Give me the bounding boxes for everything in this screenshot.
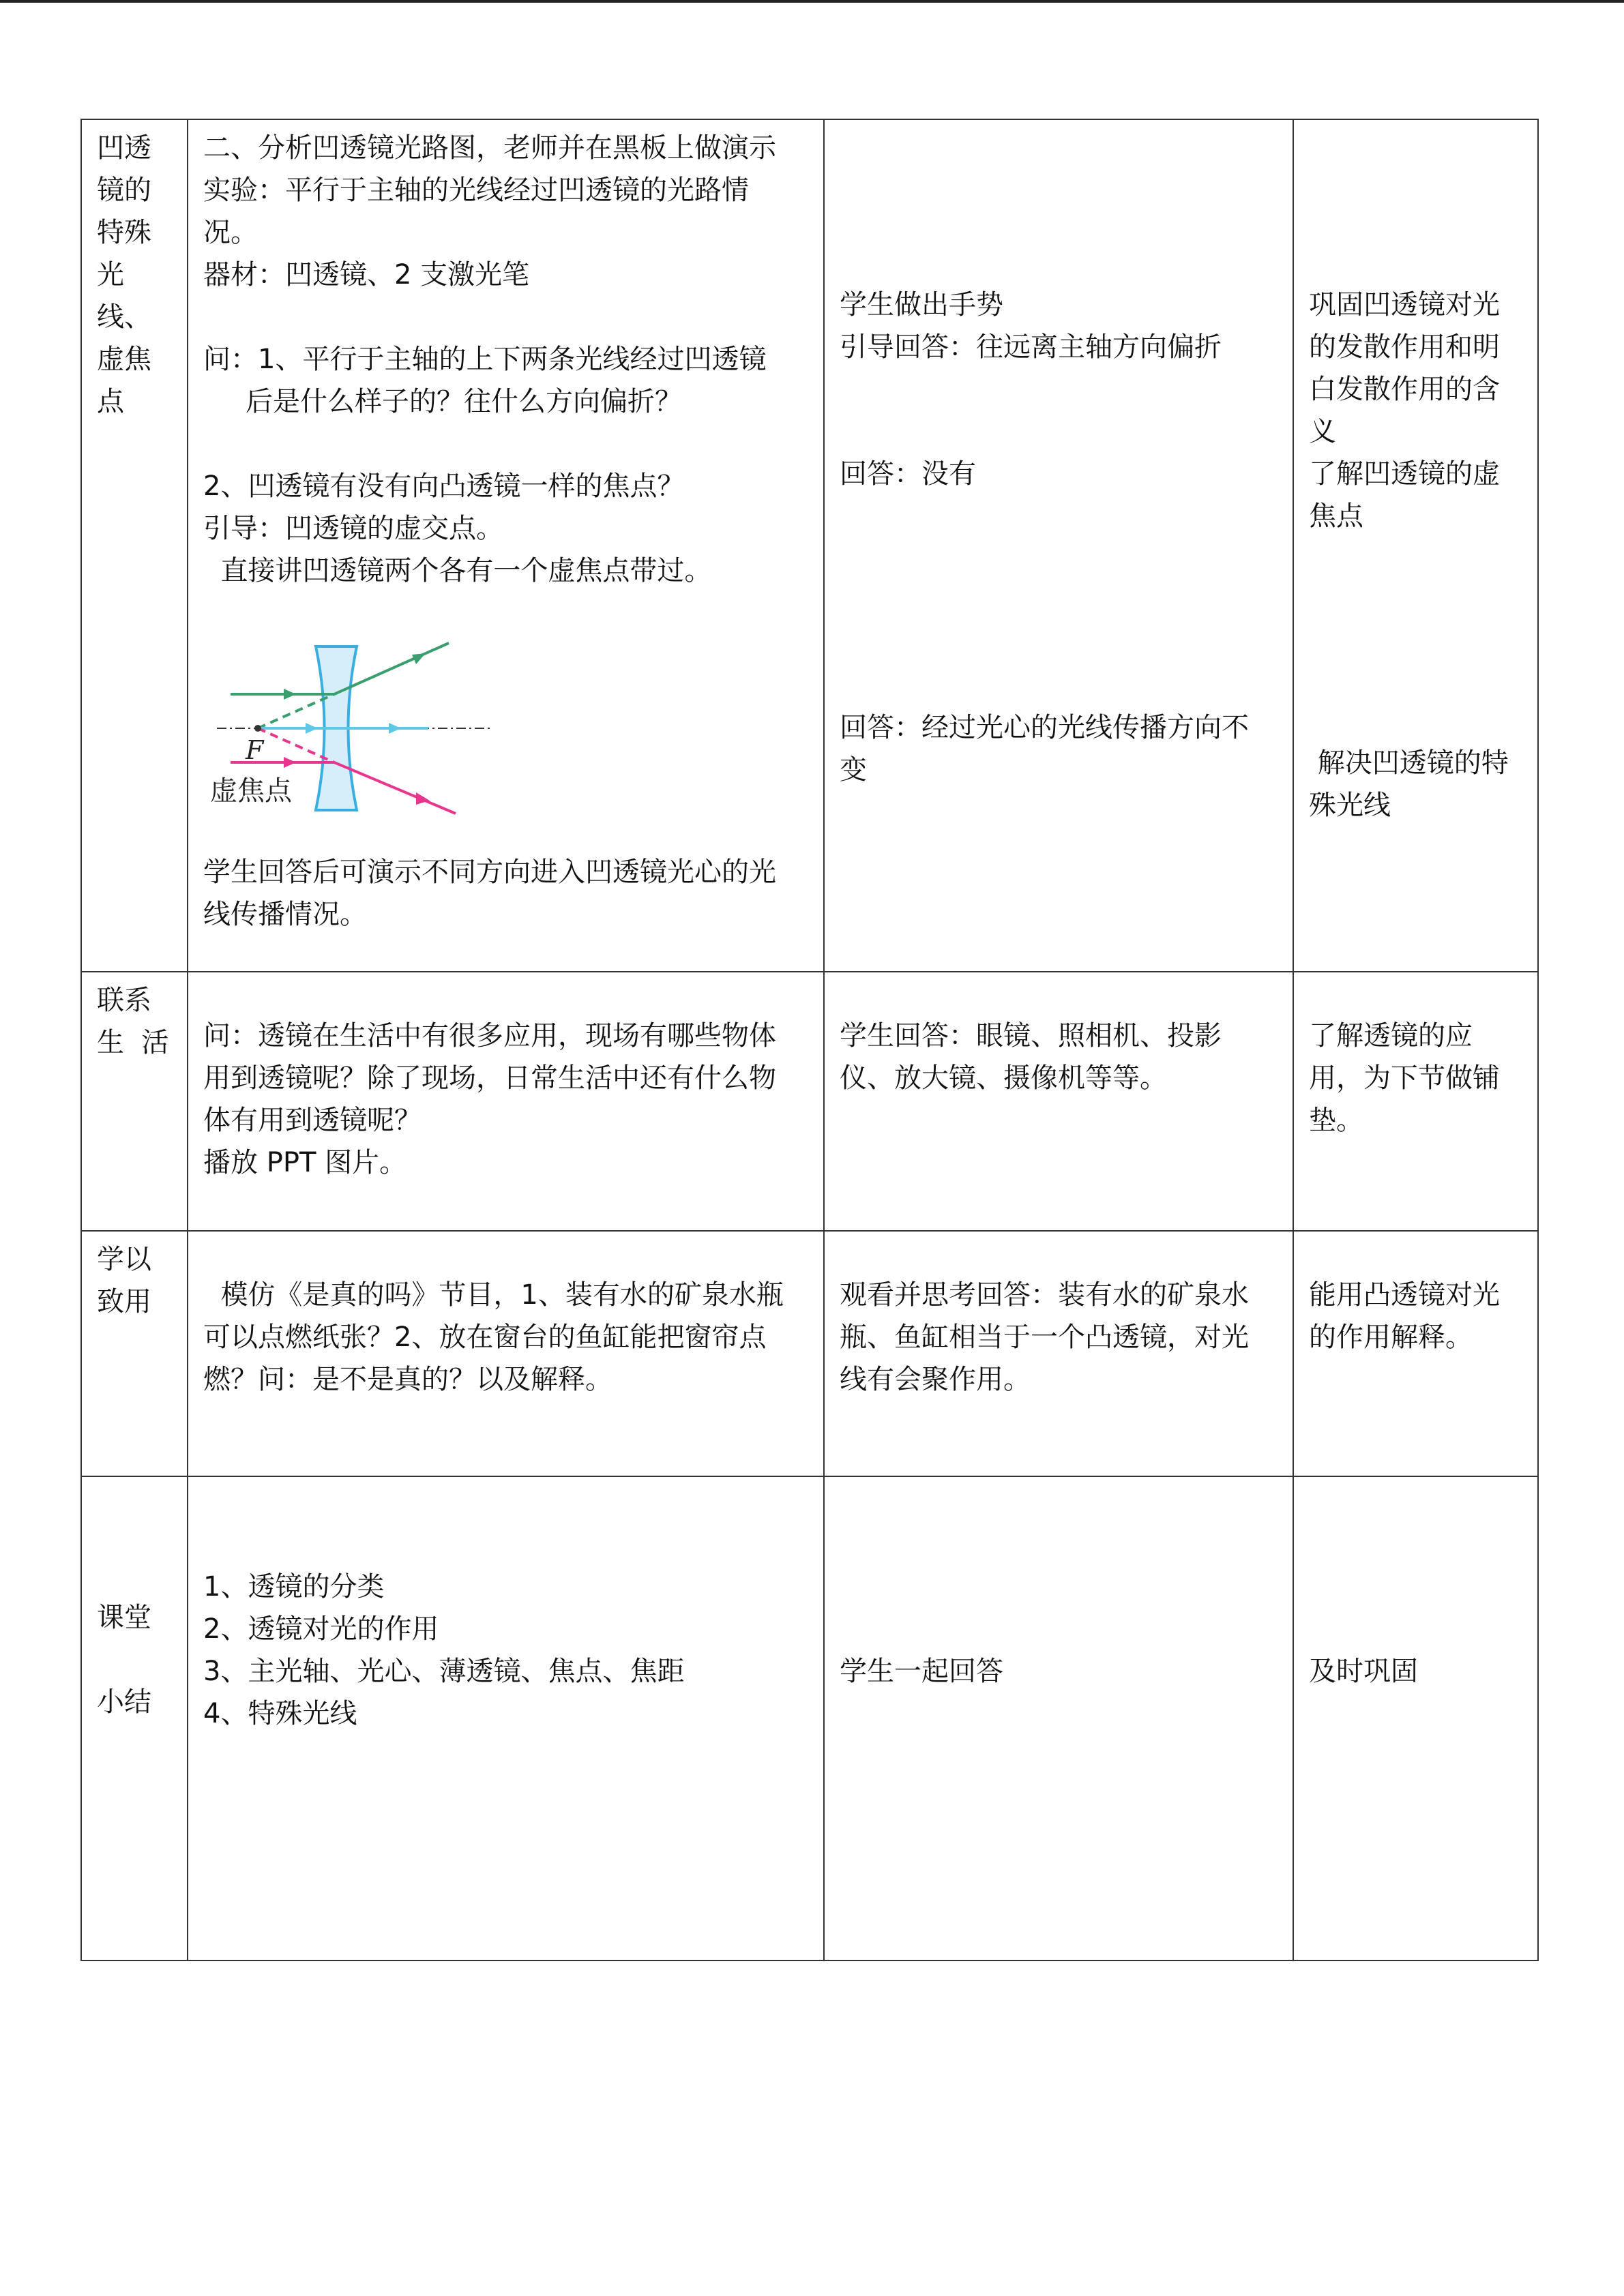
- text-line: 回答：经过光心的光线传播方向不: [840, 712, 1249, 743]
- arrow-head: [306, 723, 318, 734]
- text-line: 问：透镜在生活中有很多应用，现场有哪些物体: [203, 1020, 776, 1052]
- table-row: [81, 119, 1538, 972]
- text-line: 线传播情况。: [203, 899, 367, 930]
- text-line: 实验：平行于主轴的光线经过凹透镜的光路情: [203, 175, 749, 206]
- stage-cell: 课堂 小结: [81, 1476, 188, 1960]
- text-line: 学生回答：眼镜、照相机、投影: [840, 1020, 1222, 1052]
- text-line: 垫。: [1309, 1105, 1363, 1136]
- text-line: 4、特殊光线: [203, 1698, 357, 1729]
- virtual-focus-point: [254, 725, 261, 732]
- teacher-activity-cell: [188, 972, 824, 1231]
- text-line: 义: [1309, 416, 1336, 447]
- lesson-plan-table: [80, 119, 1539, 1961]
- text-line: 观看并思考回答：装有水的矿泉水: [840, 1279, 1249, 1311]
- arrow-head: [389, 723, 401, 734]
- text-line: 解决凹透镜的特: [1309, 747, 1509, 779]
- text-line: 可以点燃纸张？2、放在窗台的鱼缸能把窗帘点: [203, 1322, 767, 1353]
- text-line: 了解透镜的应: [1309, 1020, 1473, 1052]
- table-row: [81, 1231, 1538, 1476]
- text-line: 能用凸透镜对光: [1309, 1279, 1500, 1311]
- text-line: 用到透镜呢？除了现场，日常生活中还有什么物: [203, 1062, 776, 1094]
- design-intent-cell: [1293, 1476, 1538, 1960]
- text-line: 学生做出手势: [840, 289, 1003, 320]
- table-row: [81, 972, 1538, 1231]
- concave-lens-diagram: [203, 640, 503, 824]
- text-line: 变: [840, 754, 867, 786]
- teacher-activity-cell: [188, 1476, 824, 1960]
- text-line: 播放 PPT 图片。: [203, 1147, 407, 1178]
- text-line: 1、透镜的分类: [203, 1571, 385, 1602]
- text-line: 2、凹透镜有没有向凸透镜一样的焦点？: [203, 471, 685, 502]
- student-activity-cell: [824, 119, 1293, 972]
- text-line: 2、透镜对光的作用: [203, 1613, 439, 1645]
- text-line: 学生回答后可演示不同方向进入凹透镜光心的光: [203, 856, 776, 888]
- text-line: 及时巩固: [1309, 1656, 1418, 1687]
- student-activity-cell: [824, 1231, 1293, 1476]
- text-line: 仪、放大镜、摄像机等等。: [840, 1062, 1167, 1094]
- text-line: 引导：凹透镜的虚交点。: [203, 513, 503, 544]
- teacher-activity-cell: [188, 1231, 824, 1476]
- design-intent-cell: [1293, 119, 1538, 972]
- text-line: 焦点: [1309, 501, 1363, 532]
- text-line: 学生一起回答: [840, 1656, 1003, 1687]
- student-activity-cell: [824, 972, 1293, 1231]
- text-line: 瓶、鱼缸相当于一个凸透镜，对光: [840, 1322, 1249, 1353]
- text-line: 问：1、平行于主轴的上下两条光线经过凹透镜: [203, 344, 767, 375]
- arrow-head: [284, 689, 296, 700]
- text-line: 回答：没有: [840, 458, 976, 490]
- text-line: 线有会聚作用。: [840, 1364, 1031, 1395]
- arrow-head: [412, 653, 426, 664]
- teacher-activity-cell: [188, 119, 824, 972]
- text-line: 体有用到透镜呢？: [203, 1105, 422, 1136]
- text-line: 巩固凹透镜对光: [1309, 289, 1500, 320]
- table-row: [81, 1476, 1538, 1960]
- text-line: 用，为下节做铺: [1309, 1062, 1500, 1094]
- text-line: 二、分析凹透镜光路图，老师并在黑板上做演示: [203, 132, 776, 164]
- stage-cell: 联系 生 活: [81, 972, 188, 1231]
- text-line: 白发散作用的含: [1309, 374, 1500, 405]
- text-line: 殊光线: [1309, 790, 1391, 821]
- text-line: 了解凹透镜的虚: [1309, 458, 1500, 490]
- stage-cell: 凹透 镜的 特殊 光 线、 虚焦 点: [81, 119, 188, 972]
- text-line: 模仿《是真的吗》节目，1、装有水的矿泉水瓶: [203, 1279, 784, 1311]
- text-line: 的作用解释。: [1309, 1322, 1473, 1353]
- virtual-focus-caption: 虚焦点: [210, 775, 292, 807]
- text-line: 后是什么样子的？往什么方向偏折？: [246, 386, 682, 417]
- text-line: 况。: [203, 217, 258, 248]
- focus-label: F: [246, 735, 264, 765]
- stage-cell: 学以 致用: [81, 1231, 188, 1476]
- text-line: 3、主光轴、光心、薄透镜、焦点、焦距: [203, 1656, 685, 1687]
- design-intent-cell: [1293, 972, 1538, 1231]
- student-activity-cell: [824, 1476, 1293, 1960]
- text-line: 的发散作用和明: [1309, 331, 1500, 363]
- arrow-head: [284, 757, 296, 768]
- text-line: 燃？问：是不是真的？以及解释。: [203, 1364, 612, 1395]
- top-border-line: [0, 0, 1624, 3]
- text-line: 直接讲凹透镜两个各有一个虚焦点带过。: [203, 555, 712, 586]
- text-line: 器材：凹透镜、2 支激光笔: [203, 259, 530, 290]
- text-line: 引导回答：往远离主轴方向偏折: [840, 331, 1222, 363]
- design-intent-cell: [1293, 1231, 1538, 1476]
